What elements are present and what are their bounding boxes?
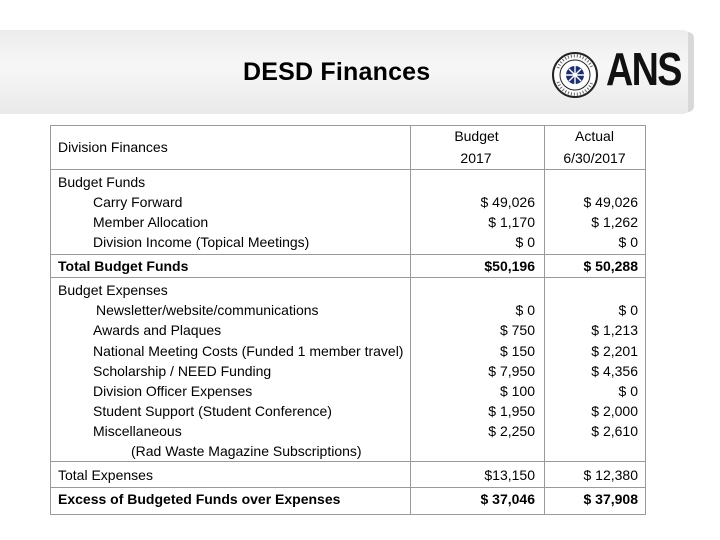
funds-row-budget: $ 49,026 xyxy=(480,194,535,210)
actual-header-line1: Actual xyxy=(575,128,614,144)
column-header-label: Division Finances xyxy=(58,139,168,155)
expense-row-label: Student Support (Student Conference) xyxy=(93,403,332,419)
funds-row-label: Carry Forward xyxy=(93,194,183,210)
expense-row-label: Newsletter/website/communications xyxy=(96,302,319,318)
funds-row-label: Division Income (Topical Meetings) xyxy=(93,234,310,250)
total-expenses-budget: $13,150 xyxy=(484,467,535,483)
funds-heading: Budget Funds xyxy=(58,174,146,190)
expense-row-actual: $ 0 xyxy=(618,383,638,399)
actual-header-line2: 6/30/2017 xyxy=(563,150,626,166)
row-line-2 xyxy=(50,254,645,255)
budget-header-line2: 2017 xyxy=(460,150,492,166)
expense-row-actual: $ 2,000 xyxy=(591,403,638,419)
expense-row-budget: $ 2,250 xyxy=(488,423,535,439)
funds-row-actual: $ 1,262 xyxy=(591,214,638,230)
total-expenses-label: Total Expenses xyxy=(58,467,153,483)
expense-row-label: Scholarship / NEED Funding xyxy=(93,363,272,379)
column-header-actual xyxy=(544,126,645,168)
table-border-bottom xyxy=(50,514,645,515)
expense-row-actual: $ 4,356 xyxy=(591,363,638,379)
row-line-1 xyxy=(50,169,645,170)
table-border-right xyxy=(645,125,646,515)
expense-row-label: Division Officer Expenses xyxy=(93,383,253,399)
funds-row-label: Member Allocation xyxy=(93,214,209,230)
expenses-heading: Budget Expenses xyxy=(58,282,168,298)
excess-budget: $ 37,046 xyxy=(480,491,535,507)
slide-title: DESD Finances xyxy=(243,58,431,86)
funds-row-actual: $ 0 xyxy=(618,234,638,250)
column-header-budget xyxy=(410,126,544,168)
excess-label: Excess of Budgeted Funds over Expenses xyxy=(58,491,341,507)
total-funds-budget: $50,196 xyxy=(484,258,535,274)
row-line-5 xyxy=(50,487,645,488)
total-funds-actual: $ 50,288 xyxy=(583,258,638,274)
funds-row-budget: $ 1,170 xyxy=(488,214,535,230)
budget-header-line1: Budget xyxy=(454,128,499,144)
expense-row-budget: $ 1,950 xyxy=(488,403,535,419)
expense-row-actual: $ 2,610 xyxy=(591,423,638,439)
expense-row-budget: $ 150 xyxy=(499,343,535,359)
table-border-left xyxy=(50,125,51,515)
funds-row-actual: $ 49,026 xyxy=(583,194,638,210)
title-band-edge xyxy=(688,32,694,112)
expense-row-budget: $ 7,950 xyxy=(488,363,535,379)
expense-misc-note: (Rad Waste Magazine Subscriptions) xyxy=(131,443,362,459)
expense-row-budget: $ 100 xyxy=(499,383,535,399)
expense-row-actual: $ 0 xyxy=(618,302,638,318)
expense-row-actual: $ 1,213 xyxy=(591,322,638,338)
excess-actual: $ 37,908 xyxy=(583,491,638,507)
expense-row-label: National Meeting Costs (Funded 1 member travel) xyxy=(93,343,404,359)
expense-row-actual: $ 2,201 xyxy=(591,343,638,359)
total-expenses-actual: $ 12,380 xyxy=(583,467,638,483)
row-line-3 xyxy=(50,277,645,278)
row-line-4 xyxy=(50,461,645,462)
ans-logo-text: ANS xyxy=(606,43,681,95)
expense-row-label: Awards and Plaques xyxy=(93,322,222,338)
funds-row-budget: $ 0 xyxy=(515,234,535,250)
expense-row-budget: $ 750 xyxy=(499,322,535,338)
expense-row-label: Miscellaneous xyxy=(93,423,182,439)
ans-seal-icon xyxy=(548,50,602,105)
expense-row-budget: $ 0 xyxy=(515,302,535,318)
total-funds-label: Total Budget Funds xyxy=(58,258,189,274)
